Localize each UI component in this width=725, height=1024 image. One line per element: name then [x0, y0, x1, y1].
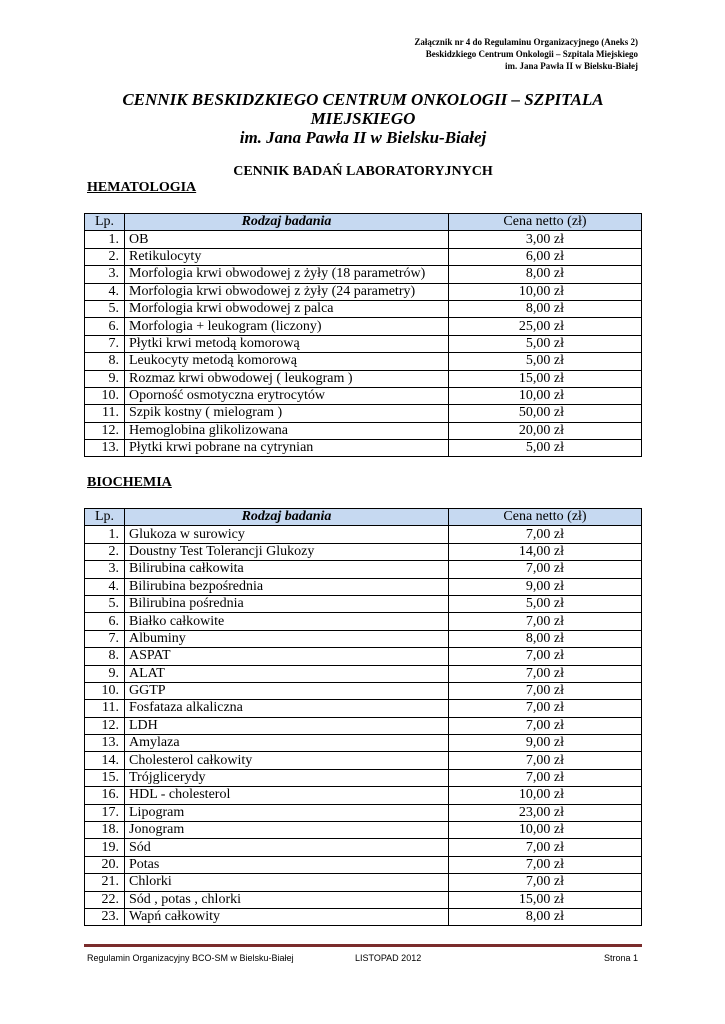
- test-name: ALAT: [125, 665, 449, 682]
- section-heading-biochemia: BIOCHEMIA: [87, 475, 172, 490]
- column-header-price: Cena netto (zł): [449, 214, 642, 231]
- table-row: [85, 700, 642, 717]
- table-row: [85, 578, 642, 595]
- row-number: 2.: [85, 543, 125, 560]
- test-price: 8,00 zł: [449, 908, 642, 925]
- test-name: LDH: [125, 717, 449, 734]
- row-number: 4.: [85, 578, 125, 595]
- test-price: 9,00 zł: [449, 578, 642, 595]
- test-price: 8,00 zł: [449, 300, 642, 317]
- test-name: Oporność osmotyczna erytrocytów: [125, 387, 449, 404]
- annex-line: Beskidzkiego Centrum Onkologii – Szpitala Miejskiego: [425, 49, 638, 59]
- document-title: [84, 90, 642, 147]
- table-row: [85, 335, 642, 352]
- table-row: [85, 787, 642, 804]
- test-price: 7,00 zł: [449, 648, 642, 665]
- row-number: 3.: [85, 266, 125, 283]
- test-name: Morfologia krwi obwodowej z żyły (24 parametry): [125, 283, 449, 300]
- test-price: 5,00 zł: [449, 335, 642, 352]
- test-name: Wapń całkowity: [125, 908, 449, 925]
- test-price: 7,00 zł: [449, 769, 642, 786]
- test-name: Morfologia krwi obwodowej z palca: [125, 300, 449, 317]
- test-price: 8,00 zł: [449, 630, 642, 647]
- annex-line: im. Jana Pawła II w Bielsku-Białej: [504, 61, 638, 71]
- test-price: 7,00 zł: [449, 752, 642, 769]
- price-table-hematologia: [84, 213, 642, 457]
- test-name: Płytki krwi pobrane na cytrynian: [125, 440, 449, 457]
- table-row: [85, 665, 642, 682]
- table-row: [85, 370, 642, 387]
- test-price: 20,00 zł: [449, 422, 642, 439]
- test-name: Bilirubina całkowita: [125, 561, 449, 578]
- test-price: 15,00 zł: [449, 370, 642, 387]
- column-header-price: Cena netto (zł): [449, 509, 642, 526]
- table-row: [85, 856, 642, 873]
- table-row: [85, 283, 642, 300]
- test-name: Albuminy: [125, 630, 449, 647]
- table-row: [85, 595, 642, 612]
- table-row: [85, 422, 642, 439]
- table-row: [85, 735, 642, 752]
- test-name: Lipogram: [125, 804, 449, 821]
- test-price: 10,00 zł: [449, 822, 642, 839]
- test-name: Retikulocyty: [125, 248, 449, 265]
- test-price: 10,00 zł: [449, 283, 642, 300]
- row-number: 12.: [85, 717, 125, 734]
- row-number: 16.: [85, 787, 125, 804]
- row-number: 22.: [85, 891, 125, 908]
- row-number: 1.: [85, 231, 125, 248]
- column-header-lp: Lp.: [85, 509, 125, 526]
- row-number: 20.: [85, 856, 125, 873]
- row-number: 13.: [85, 735, 125, 752]
- row-number: 5.: [85, 595, 125, 612]
- test-name: OB: [125, 231, 449, 248]
- test-price: 7,00 zł: [449, 874, 642, 891]
- row-number: 8.: [85, 353, 125, 370]
- table-row: [85, 839, 642, 856]
- price-table-biochemia: [84, 508, 642, 926]
- test-name: Cholesterol całkowity: [125, 752, 449, 769]
- test-price: 7,00 zł: [449, 682, 642, 699]
- table-row: [85, 717, 642, 734]
- table-row: [85, 648, 642, 665]
- test-price: 15,00 zł: [449, 891, 642, 908]
- row-number: 6.: [85, 318, 125, 335]
- row-number: 21.: [85, 874, 125, 891]
- test-name: Chlorki: [125, 874, 449, 891]
- test-name: Płytki krwi metodą komorową: [125, 335, 449, 352]
- table-row: [85, 682, 642, 699]
- test-name: Amylaza: [125, 735, 449, 752]
- row-number: 17.: [85, 804, 125, 821]
- test-price: 5,00 zł: [449, 440, 642, 457]
- test-name: Potas: [125, 856, 449, 873]
- row-number: 8.: [85, 648, 125, 665]
- table-row: [85, 543, 642, 560]
- row-number: 23.: [85, 908, 125, 925]
- table-row: [85, 613, 642, 630]
- table-row: [85, 440, 642, 457]
- test-price: 25,00 zł: [449, 318, 642, 335]
- row-number: 12.: [85, 422, 125, 439]
- table-row: [85, 405, 642, 422]
- test-price: 5,00 zł: [449, 353, 642, 370]
- row-number: 10.: [85, 682, 125, 699]
- row-number: 2.: [85, 248, 125, 265]
- table-row: [85, 891, 642, 908]
- table-header-row: [85, 214, 642, 231]
- title-line: im. Jana Pawła II w Bielsku-Białej: [239, 128, 487, 147]
- table-row: [85, 769, 642, 786]
- footer-page-number: Strona 1: [603, 953, 638, 963]
- test-name: Sód , potas , chlorki: [125, 891, 449, 908]
- test-price: 8,00 zł: [449, 266, 642, 283]
- test-price: 7,00 zł: [449, 665, 642, 682]
- row-number: 4.: [85, 283, 125, 300]
- column-header-lp: Lp.: [85, 214, 125, 231]
- column-header-name: Rodzaj badania: [125, 214, 449, 231]
- row-number: 9.: [85, 665, 125, 682]
- row-number: 7.: [85, 335, 125, 352]
- test-price: 9,00 zł: [449, 735, 642, 752]
- table-row: [85, 353, 642, 370]
- test-name: Białko całkowite: [125, 613, 449, 630]
- footer-left: Regulamin Organizacyjny BCO-SM w Bielsku-Białej: [87, 953, 294, 963]
- table-row: [85, 318, 642, 335]
- footer-rule: [84, 944, 642, 947]
- table-row: [85, 908, 642, 925]
- title-line: MIEJSKIEGO: [310, 109, 416, 128]
- test-name: HDL - cholesterol: [125, 787, 449, 804]
- row-number: 7.: [85, 630, 125, 647]
- table-row: [85, 804, 642, 821]
- table-row: [85, 526, 642, 543]
- test-name: ASPAT: [125, 648, 449, 665]
- test-price: 10,00 zł: [449, 787, 642, 804]
- test-price: 7,00 zł: [449, 526, 642, 543]
- title-line: CENNIK BESKIDZKIEGO CENTRUM ONKOLOGII – SZPITALA: [122, 90, 604, 109]
- test-price: 7,00 zł: [449, 856, 642, 873]
- test-price: 23,00 zł: [449, 804, 642, 821]
- section-heading-hematologia: HEMATOLOGIA: [87, 180, 197, 195]
- row-number: 13.: [85, 440, 125, 457]
- table-row: [85, 752, 642, 769]
- row-number: 1.: [85, 526, 125, 543]
- row-number: 9.: [85, 370, 125, 387]
- table-row: [85, 630, 642, 647]
- test-price: 5,00 zł: [449, 595, 642, 612]
- test-price: 14,00 zł: [449, 543, 642, 560]
- table-row: [85, 231, 642, 248]
- table-row: [85, 822, 642, 839]
- table-row: [85, 248, 642, 265]
- table-row: [85, 266, 642, 283]
- test-price: 7,00 zł: [449, 700, 642, 717]
- row-number: 18.: [85, 822, 125, 839]
- column-header-name: Rodzaj badania: [125, 509, 449, 526]
- test-name: Fosfataza alkaliczna: [125, 700, 449, 717]
- test-price: 7,00 zł: [449, 561, 642, 578]
- annex-line: Załącznik nr 4 do Regulaminu Organizacyjnego (Aneks 2): [414, 37, 638, 47]
- row-number: 10.: [85, 387, 125, 404]
- row-number: 3.: [85, 561, 125, 578]
- row-number: 11.: [85, 405, 125, 422]
- test-price: 7,00 zł: [449, 717, 642, 734]
- footer-date: LISTOPAD 2012: [355, 953, 422, 963]
- annex-note: [414, 36, 638, 72]
- row-number: 6.: [85, 613, 125, 630]
- test-price: 6,00 zł: [449, 248, 642, 265]
- table-row: [85, 874, 642, 891]
- table-row: [85, 561, 642, 578]
- test-name: Morfologia + leukogram (liczony): [125, 318, 449, 335]
- test-name: GGTP: [125, 682, 449, 699]
- test-price: 50,00 zł: [449, 405, 642, 422]
- table-row: [85, 387, 642, 404]
- table-header-row: [85, 509, 642, 526]
- document-subtitle: CENNIK BADAŃ LABORATORYJNYCH: [233, 164, 493, 179]
- test-name: Rozmaz krwi obwodowej ( leukogram ): [125, 370, 449, 387]
- test-name: Bilirubina pośrednia: [125, 595, 449, 612]
- test-name: Bilirubina bezpośrednia: [125, 578, 449, 595]
- test-name: Leukocyty metodą komorową: [125, 353, 449, 370]
- test-name: Glukoza w surowicy: [125, 526, 449, 543]
- test-name: Sód: [125, 839, 449, 856]
- row-number: 11.: [85, 700, 125, 717]
- test-name: Morfologia krwi obwodowej z żyły (18 parametrów): [125, 266, 449, 283]
- test-name: Trójglicerydy: [125, 769, 449, 786]
- test-name: Szpik kostny ( mielogram ): [125, 405, 449, 422]
- row-number: 5.: [85, 300, 125, 317]
- test-price: 7,00 zł: [449, 613, 642, 630]
- test-price: 7,00 zł: [449, 839, 642, 856]
- table-row: [85, 300, 642, 317]
- row-number: 14.: [85, 752, 125, 769]
- test-name: Jonogram: [125, 822, 449, 839]
- row-number: 19.: [85, 839, 125, 856]
- row-number: 15.: [85, 769, 125, 786]
- test-price: 10,00 zł: [449, 387, 642, 404]
- test-name: Hemoglobina glikolizowana: [125, 422, 449, 439]
- test-price: 3,00 zł: [449, 231, 642, 248]
- test-name: Doustny Test Tolerancji Glukozy: [125, 543, 449, 560]
